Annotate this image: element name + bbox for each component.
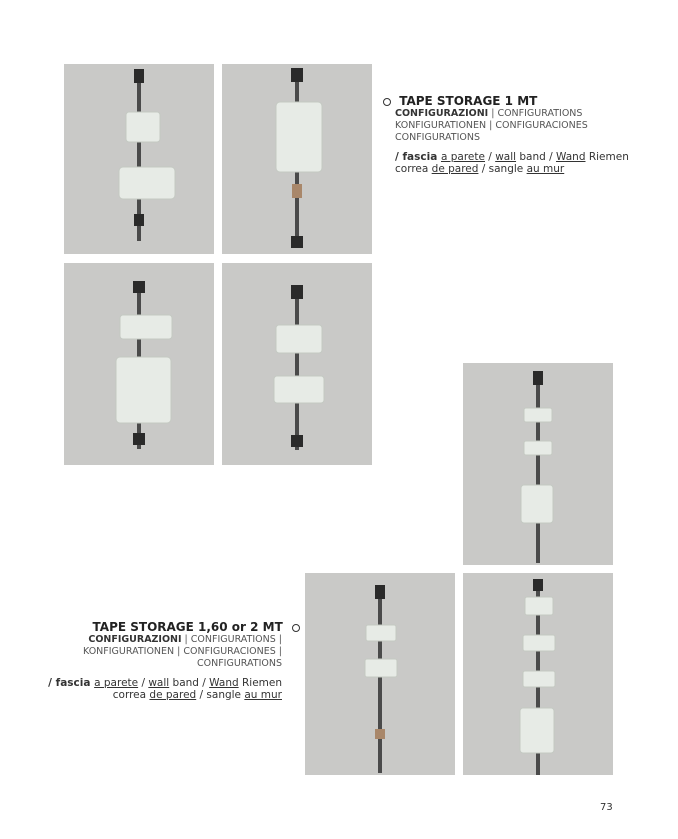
product-info-1mt: [383, 94, 643, 175]
wall-band-label: / fascia a parete / wall band / Wand Riemen correa de pared / sangle au mur: [395, 151, 629, 175]
circle-bullet-icon: [383, 98, 391, 106]
wall-band-label: / fascia a parete / wall band / Wand Riemen correa de pared / sangle au mur: [48, 677, 282, 701]
product-photo-1mt-config-c: [64, 263, 214, 465]
product-info-2mt: [40, 620, 300, 701]
product-photo-1mt-config-a: [64, 64, 214, 254]
section-title: TAPE STORAGE 1 MT: [383, 94, 643, 108]
circle-bullet-icon: [292, 624, 300, 632]
configurations-label: CONFIGURAZIONI | CONFIGURATIONS KONFIGURATIONEN | CONFIGURACIONES CONFIGURATIONS: [395, 108, 588, 143]
product-photo-2mt-config-a: [463, 363, 613, 565]
configurations-label: CONFIGURAZIONI | CONFIGURATIONS | KONFIGURATIONEN | CONFIGURACIONES | CONFIGURATIONS: [82, 634, 282, 669]
product-photo-1mt-config-d: [222, 263, 372, 465]
product-photo-2mt-config-c: [463, 573, 613, 775]
section-title: TAPE STORAGE 1,60 or 2 MT: [40, 620, 300, 634]
product-photo-2mt-config-b: [305, 573, 455, 775]
product-photo-1mt-config-b: [222, 64, 372, 254]
page-number: 73: [600, 802, 613, 813]
